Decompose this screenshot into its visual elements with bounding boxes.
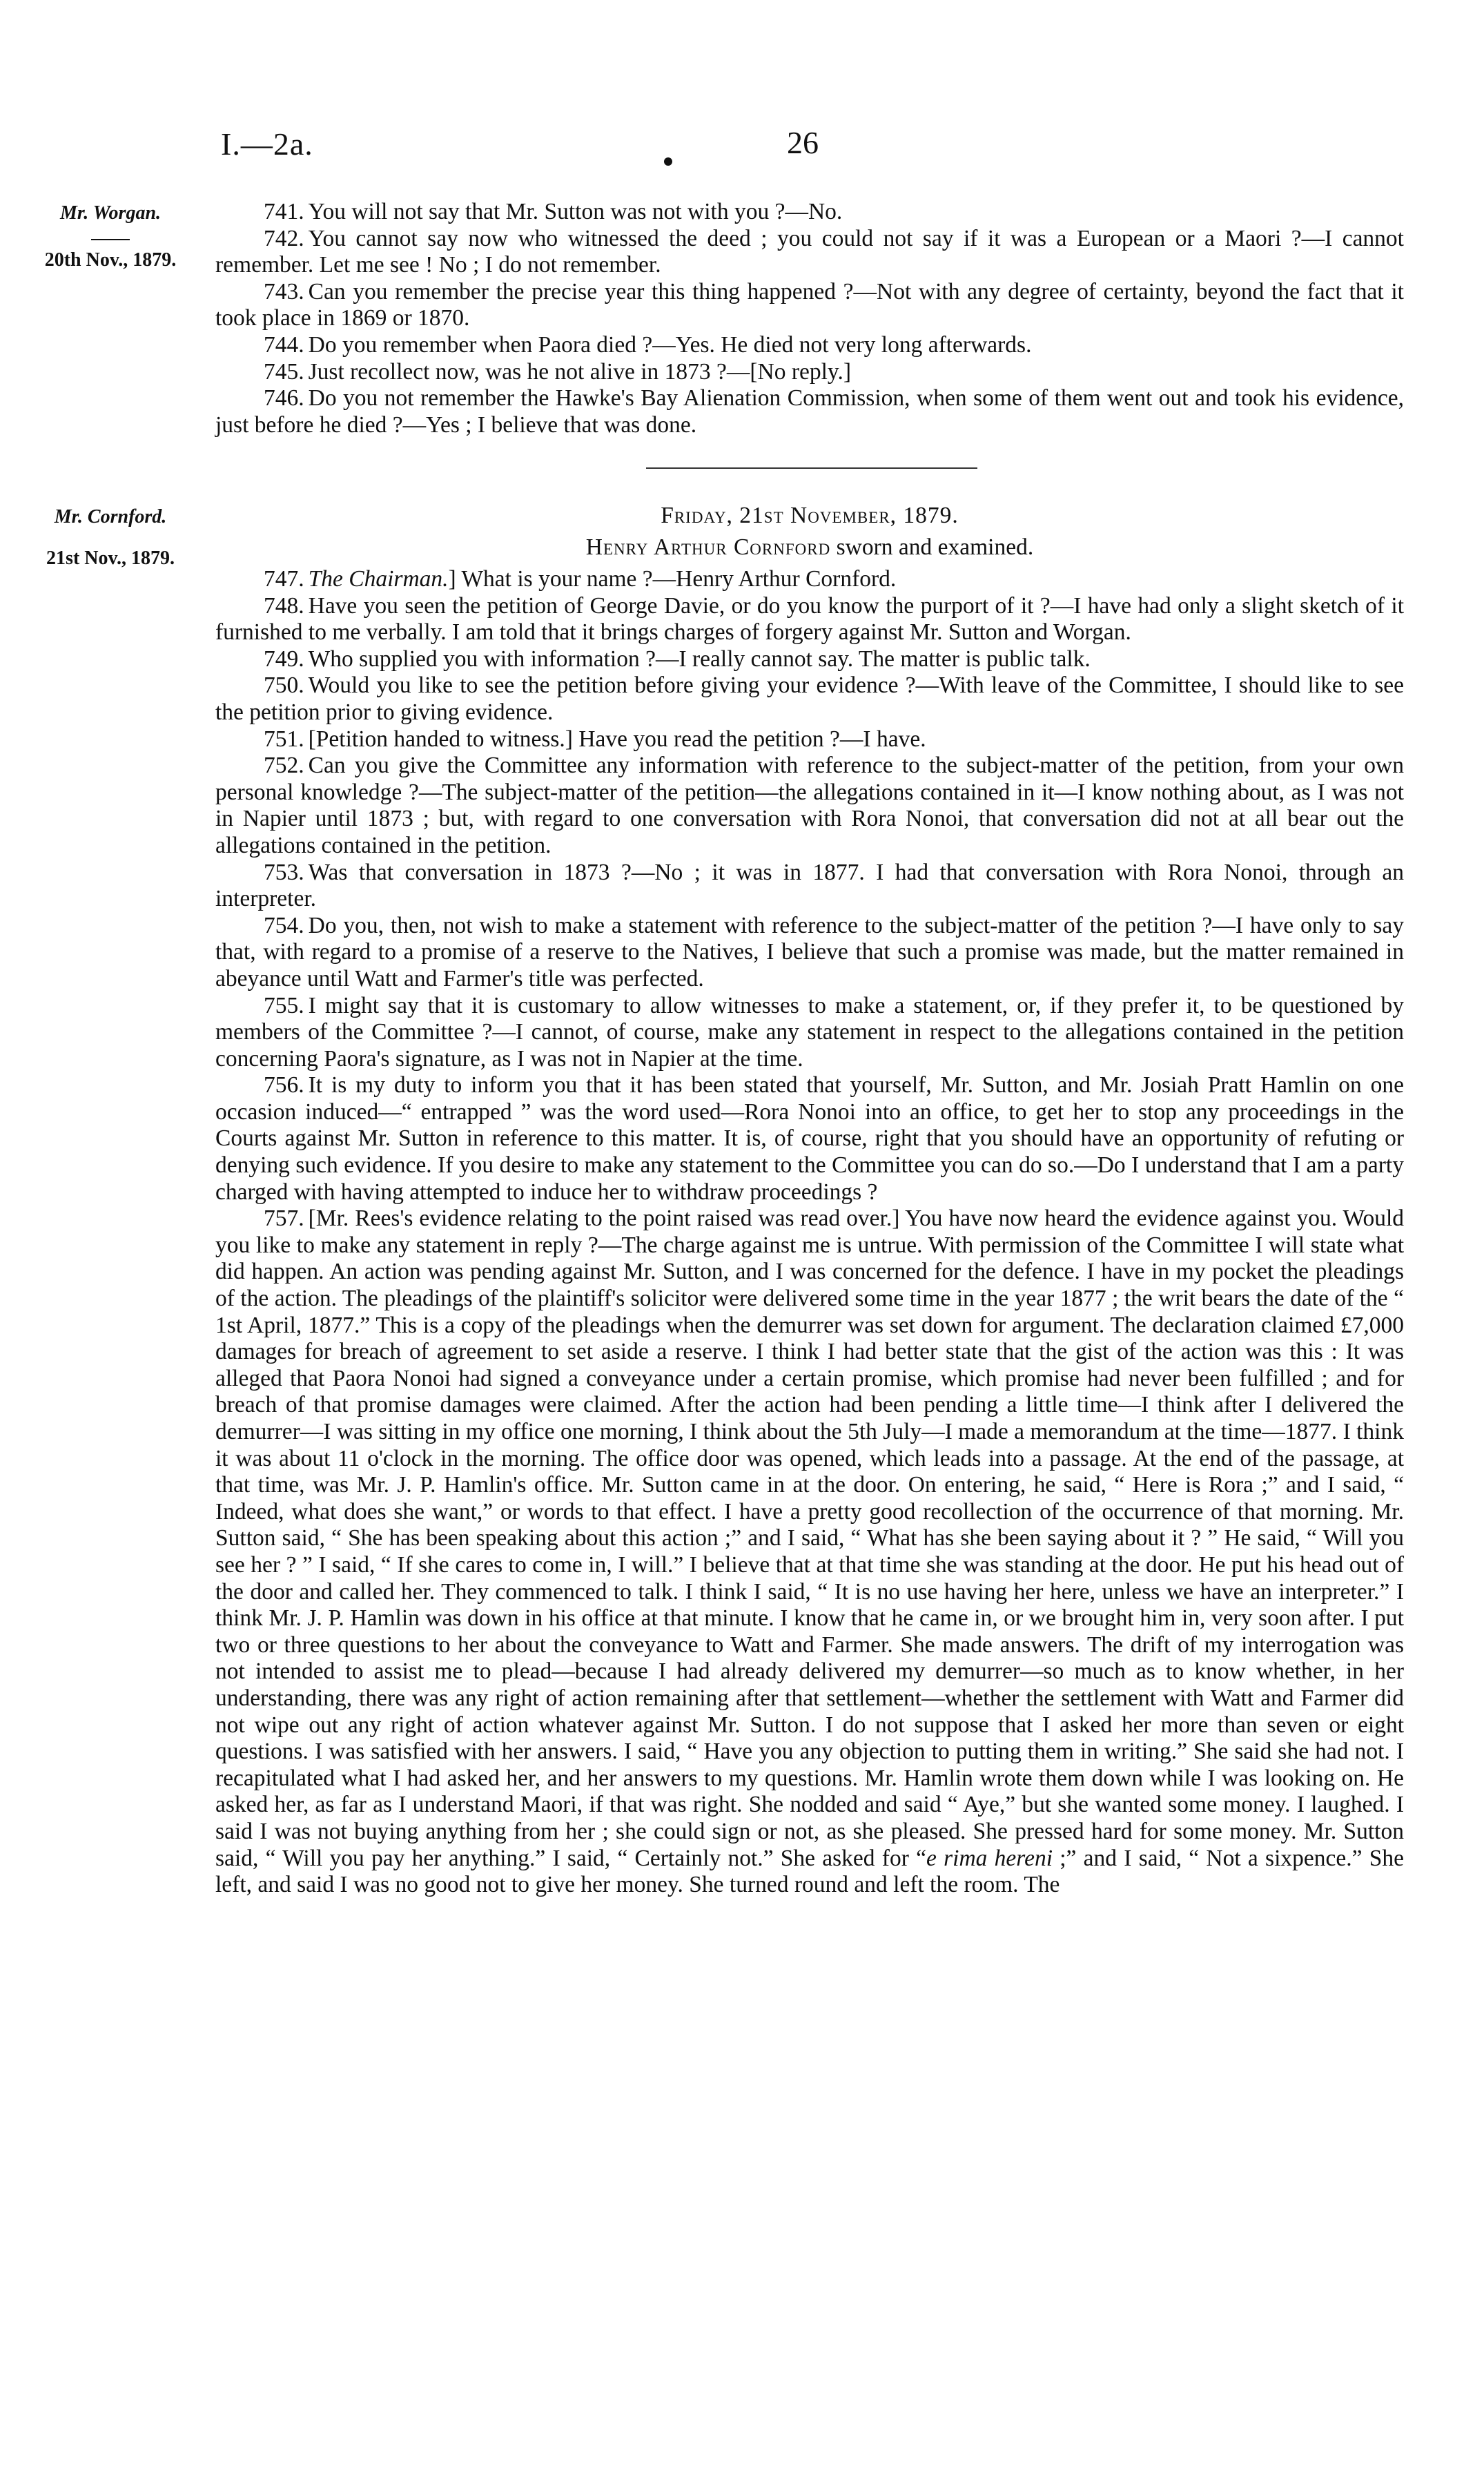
margin-date: 20th Nov., 1879. (44, 249, 177, 271)
margin-dash (91, 239, 130, 240)
maori-phrase: e rima hereni (926, 1845, 1053, 1871)
question-paragraph: 746. Do you not remember the Hawke's Bay Alienation Commission, when some of them went out and took his evidence, just before he died ?—Yes ; I believe that was done. (215, 385, 1404, 438)
question-paragraph: 754. Do you, then, not wish to make a statement with reference to the subject-matter of the petition ?—I have only to say that, with regard to a promise of a reserve to the Natives, I believe that such a promise was made, but the matter remained in abeyance until Watt and Farmer's title was perfected. (215, 912, 1404, 991)
question-paragraph: 757. [Mr. Rees's evidence relating to the point raised was read over.] You have now heard the evidence against you. Would you like to make any statement in reply ?—The charge against me is untrue. With permission of the Committee I will state what did happen. An action was pending against Mr. Sutton, and I was concerned for the defence. I have in my pocket the pleadings of the action. The pleadings of the plaintiff's solicitor were delivered some time in the year 1877 ; the writ bears the date of the “ 1st April, 1877.” This is a copy of the pleadings when the demurrer was set down for argument. The declaration claimed £7,000 damages for breach of agreement to set aside a reserve. I think I had better state that the gist of the action was this : It was alleged that Paora Nonoi had signed a conveyance under a certain promise, which promise had never been fulfilled ; and for breach of that promise damages were claimed. After the action had been pending a little time—I think after I delivered the demurrer—I was sitting in my office one morning, I think about the 5th July—I made a memorandum at the time—1877. I think it was about 11 o'clock in the morning. The office door was opened, which leads into a passage. At the end of the passage, at that time, was Mr. J. P. Hamlin's office. Mr. Sutton came in at the door. On entering, he said, “ Here is Rora ;” and I said, “ Indeed, what does she want,” or words to that effect. I have a pretty good recollection of the occurrence of that morning. Mr. Sutton said, “ She has been speaking about this action ;” and I said, “ What has she been saying about it ? ” He said, “ Will you see her ? ” I said, “ If she cares to come in, I will.” I believe that at that time she was standing at the door. He put his head out of the door and called her. They commenced to talk. I think I said, “ It is no use having her here, unless we have an interpreter.” I think Mr. J. P. Hamlin was down in his office at that minute. I know that he came in, or we brought him in, very soon after. I put two or three questions to her about the conveyance to Watt and Farmer. She made answers. The drift of my interrogation was not intended to assist me to plead—because I had already delivered my demurrer—so much as to know whether, in her understanding, there was any right of action remaining after that settlement—whether the settlement with Watt and Farmer did not wipe out any right of action whatever against Mr. Sutton. I do not suppose that I asked her more than seven or eight questions. I was satisfied with her answers. I said, “ Have you any objection to putting them in writing.” She said she had not. I recapitulated what I had asked her, and her answers to my questions. Mr. Hamlin wrote them down while I was looking on. He asked her, as far as I understand Maori, if that was right. She nodded and said “ Aye,” but she wanted some money. I laughed. I said I was not buying anything from her ; she could sign or not, as she pleased. She pressed hard for some money. Mr. Sutton said, “ Will you pay her anything.” I said, “ Certainly not.” She asked for “e rima hereni ;” and I said, “ Not a sixpence.” She left, and said I was no good not to give her money. She turned round and left the room. The (215, 1206, 1404, 1898)
question-paragraph: 745. Just recollect now, was he not alive in 1873 ?—[No reply.] (264, 358, 852, 385)
question-paragraph: 744. Do you remember when Paora died ?—Yes. He died not very long afterwards. (264, 331, 1032, 358)
ink-dot (664, 157, 672, 166)
question-paragraph: 749. Who supplied you with information ?—I really cannot say. The matter is public talk. (264, 646, 1091, 672)
question-paragraph: 753. Was that conversation in 1873 ?—No ; it was in 1877. I had that conversation with Rora Nonoi, through an interpreter. (215, 859, 1404, 912)
question-paragraph: 747. The Chairman.] What is your name ?—Henry Arthur Cornford. (264, 566, 897, 592)
witness-heading (215, 534, 1404, 561)
document-reference: I.—2a. (221, 126, 313, 162)
question-paragraph: 743. Can you remember the precise year this thing happened ?—Not with any degree of certainty, beyond the fact that it took place in 1869 or 1870. (215, 278, 1404, 331)
margin-date: 21st Nov., 1879. (46, 548, 175, 569)
margin-note-cornford (0, 504, 221, 572)
question-paragraph: 741. You will not say that Mr. Sutton was not with you ?—No. (264, 199, 843, 224)
question-paragraph: 752. Can you give the Committee any information with reference to the subject-matter of the petition, from your own personal knowledge ?—The subject-matter of the petition—the allegations contained in it—I know nothing about, as I was not in Napier until 1873 ; but, with regard to one conversation with Rora Nonoi, that conversation did not at all bear out the allegations contained in the petition. (215, 753, 1404, 858)
margin-note-worgan (0, 200, 221, 273)
evidence-section-cornford (215, 566, 1404, 1899)
witness-action: sworn and examined. (836, 534, 1034, 560)
question-paragraph: 751. [Petition handed to witness.] Have you read the petition ?—I have. (264, 726, 926, 752)
witness-name: Henry Arthur Cornford (585, 534, 831, 560)
margin-witness-name: Mr. Cornford. (54, 506, 167, 528)
margin-witness-name: Mr. Worgan. (59, 202, 162, 224)
evidence-section-worgan (215, 199, 1404, 438)
section-divider (646, 467, 977, 469)
session-date-heading: Friday, 21st November, 1879. (661, 503, 959, 528)
question-paragraph: 756. It is my duty to inform you that it has been stated that yourself, Mr. Sutton, and Mr. Josiah Pratt Hamlin on one occasion induced—“ entrapped ” was the word used—Rora Nonoi into an office, to get her to stop any proceedings in the Courts against Mr. Sutton in reference to this matter. It is, of course, right that you should have an opportunity of refuting or denying such evidence. If you desire to make any statement to the Committee you can do so.—Do I understand that I am a party charged with having attempted to induce her to withdraw proceedings ? (215, 1072, 1404, 1205)
question-paragraph: 742. You cannot say now who witnessed the deed ; you could not say if it was a European or a Maori ?—I cannot remember. Let me see ! No ; I do not remember. (215, 225, 1404, 278)
question-paragraph: 755. I might say that it is customary to allow witnesses to make a statement, or, if they prefer it, to be questioned by members of the Committee ?—I cannot, of course, make any statement in respect to the allegations contained in the petition concerning Paora's signature, as I was not in Napier at the time. (215, 992, 1404, 1072)
page-number: 26 (787, 125, 819, 160)
speaker: The Chairman. (308, 566, 449, 592)
question-paragraph: 750. Would you like to see the petition before giving your evidence ?—With leave of the Committee, I should like to see the petition prior to giving evidence. (215, 672, 1404, 725)
question-paragraph: 748. Have you seen the petition of George Davie, or do you know the purport of it ?—I have had only a slight sketch of it furnished to me verbally. I am told that it brings charges of forgery against Mr. Sutton and Worgan. (215, 592, 1404, 646)
